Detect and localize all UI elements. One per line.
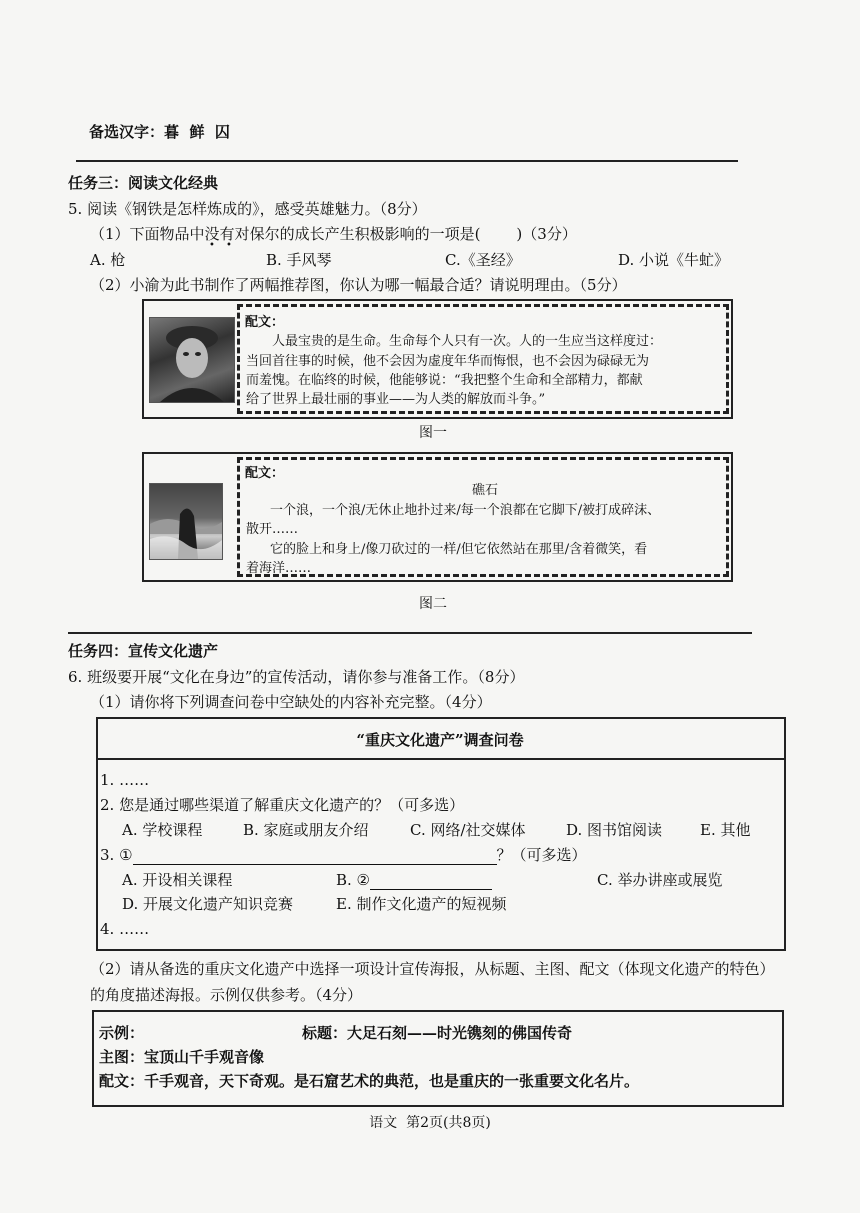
survey-item-1: 1. …… (100, 771, 150, 789)
example-caption: 配文：千手观音，天下奇观。是石窟艺术的典范，也是重庆的一张重要文化名片。 (99, 1072, 640, 1090)
survey-option-b-label: B. ② (336, 871, 371, 889)
survey-option: B. 家庭或朋友介绍 (243, 821, 369, 839)
q5-stem: 5. 阅读《钢铁是怎样炼成的》，感受英雄魅力。（8分） (68, 200, 427, 218)
example-main-image: 主图：宝顶山千手观音像 (99, 1048, 265, 1066)
survey-option-b (336, 870, 492, 890)
survey-option: E. 制作文化遗产的短视频 (336, 895, 507, 913)
survey-item-4: 4. …… (100, 920, 150, 938)
survey-title: “重庆文化遗产”调查问卷 (356, 731, 524, 749)
reef-wave-image (149, 483, 223, 560)
q5-option-c: C.《圣经》 (445, 251, 521, 269)
survey-item-2: 2. 您是通过哪些渠道了解重庆文化遗产的？（可多选） (100, 796, 465, 814)
figure-1-label: 配文： (245, 315, 285, 330)
task3-heading: 任务三：阅读文化经典 (68, 174, 219, 192)
survey-option: D. 图书馆阅读 (566, 821, 663, 839)
divider-top (76, 160, 738, 162)
survey-option: E. 其他 (700, 821, 751, 839)
figure-2-caption: 图二 (419, 596, 447, 612)
q5-option-d: D. 小说《牛虻》 (618, 251, 730, 269)
q6-sub1: （1）请你将下列调查问卷中空缺处的内容补充完整。（4分） (90, 693, 492, 711)
q5-sub1-emph: 没有 (204, 225, 235, 243)
q5-sub1-post: 对保尔的成长产生积极影响的一项是( (234, 225, 481, 243)
survey-option: A. 开设相关课程 (122, 871, 233, 889)
survey-blank-1[interactable] (133, 848, 497, 865)
figure-1-line: 而羞愧。在临终的时候，他能够说：“我把整个生命和全部精力，都献 (246, 373, 643, 388)
spare-chars-label: 备选汉字： (89, 123, 165, 141)
q5-sub2-stem: （2）小渝为此书制作了两幅推荐图，你认为哪一幅最合适？请说明理由。（5分） (90, 276, 627, 294)
figure-1-line: 人最宝贵的是生命。生命每个人只有一次。人的一生应当这样度过： (272, 334, 663, 349)
spare-chars: 暮 鲜 囚 (164, 123, 230, 141)
figure-2-line: 着海洋…… (246, 561, 312, 576)
spare-chars-line (89, 122, 230, 142)
figure-2-line: 一个浪，一个浪/无休止地扑过来/每一个浪都在它脚下/被打成碎沫、 (270, 503, 661, 518)
task4-heading: 任务四：宣传文化遗产 (68, 642, 219, 660)
survey-item-3-pre: 3. ① (100, 846, 133, 864)
q6-sub2-line2: 的角度描述海报。示例仅供参考。（4分） (90, 986, 363, 1004)
divider-middle (68, 632, 752, 634)
survey-option: A. 学校课程 (122, 821, 203, 839)
emphasis-dot: • (226, 240, 232, 251)
q5-sub1-pre: （1）下面物品中 (90, 225, 205, 243)
survey-blank-2[interactable] (370, 873, 492, 890)
figure-2-title: 礁石 (472, 483, 499, 498)
figure-2-label: 配文： (245, 466, 285, 481)
figure-2-line: 它的脸上和身上/像刀砍过的一样/但它依然站在那里/含着微笑，看 (270, 542, 648, 557)
emphasis-dot: • (209, 240, 215, 251)
soldier-portrait-image (149, 317, 235, 403)
figure-1-line: 当回首往事的时候，他不会因为虚度年华而悔恨，也不会因为碌碌无为 (246, 354, 650, 369)
survey-option: C. 举办讲座或展览 (597, 871, 723, 889)
figure-1-caption: 图一 (419, 425, 447, 441)
q5-sub1-end: )（3分） (516, 225, 577, 243)
example-title: 标题：大足石刻——时光镌刻的佛国传奇 (302, 1024, 573, 1042)
figure-1-line: 给了世界上最壮丽的事业——为人类的解放而斗争。” (246, 392, 546, 407)
q5-sub1-stem (90, 224, 577, 244)
survey-option: D. 开展文化遗产知识竞赛 (122, 895, 294, 913)
example-label: 示例： (99, 1024, 145, 1042)
survey-item-3-post: ？（可多选） (496, 846, 587, 864)
q6-stem: 6. 班级要开展“文化在身边”的宣传活动，请你参与准备工作。（8分） (68, 668, 525, 686)
q5-option-a: A. 枪 (90, 251, 126, 269)
survey-option: C. 网络/社交媒体 (410, 821, 526, 839)
survey-title-divider (96, 758, 786, 760)
q6-sub2-line1: （2）请从备选的重庆文化遗产中选择一项设计宣传海报，从标题、主图、配文（体现文化遗产的特色） (90, 960, 775, 978)
survey-item-3 (100, 845, 587, 865)
page-footer: 语文 第2页(共8页) (369, 1115, 491, 1131)
q5-option-b: B. 手风琴 (266, 251, 332, 269)
figure-2-line: 散开…… (246, 522, 299, 537)
